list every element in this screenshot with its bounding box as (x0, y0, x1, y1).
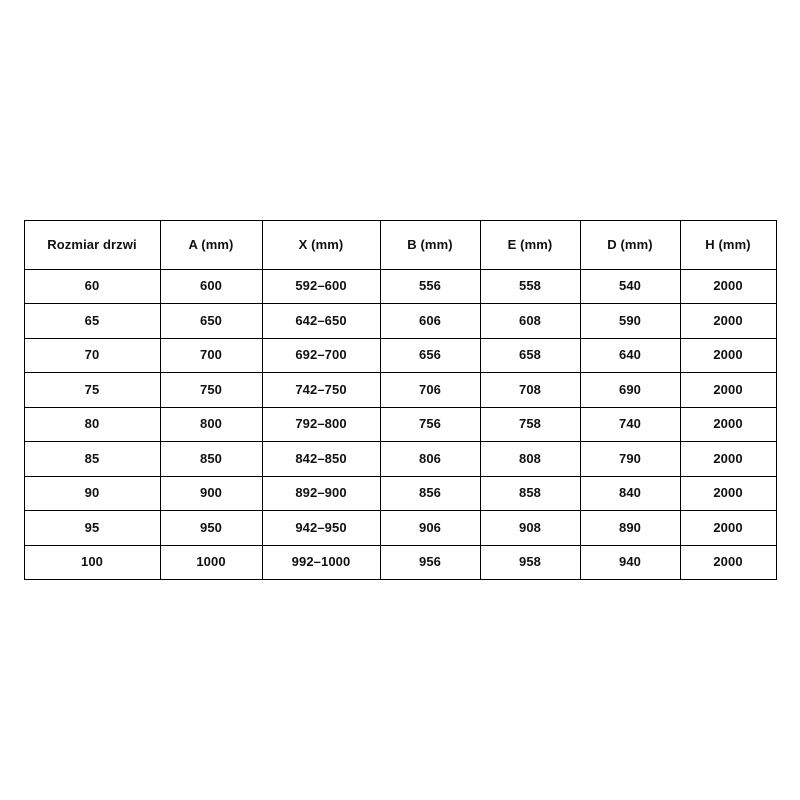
cell-e: 858 (480, 476, 580, 511)
column-header-h: H (mm) (680, 220, 776, 269)
cell-b: 606 (380, 304, 480, 339)
table-header-row (24, 220, 776, 269)
cell-size: 90 (24, 476, 160, 511)
table-header (24, 220, 776, 269)
cell-d: 590 (580, 304, 680, 339)
cell-b: 856 (380, 476, 480, 511)
cell-d: 840 (580, 476, 680, 511)
cell-a: 700 (160, 338, 262, 373)
cell-d: 690 (580, 373, 680, 408)
cell-x: 942–950 (262, 511, 380, 546)
cell-h: 2000 (680, 407, 776, 442)
cell-a: 800 (160, 407, 262, 442)
table-row (24, 545, 776, 580)
cell-e: 658 (480, 338, 580, 373)
table-row (24, 269, 776, 304)
cell-size: 80 (24, 407, 160, 442)
cell-h: 2000 (680, 511, 776, 546)
cell-d: 640 (580, 338, 680, 373)
cell-e: 908 (480, 511, 580, 546)
column-header-x: X (mm) (262, 220, 380, 269)
cell-size: 85 (24, 442, 160, 477)
column-header-b: B (mm) (380, 220, 480, 269)
table-row (24, 511, 776, 546)
table-row (24, 442, 776, 477)
cell-a: 900 (160, 476, 262, 511)
cell-x: 592–600 (262, 269, 380, 304)
table-row (24, 476, 776, 511)
cell-size: 100 (24, 545, 160, 580)
cell-b: 956 (380, 545, 480, 580)
cell-a: 650 (160, 304, 262, 339)
cell-b: 906 (380, 511, 480, 546)
cell-h: 2000 (680, 373, 776, 408)
cell-d: 890 (580, 511, 680, 546)
cell-size: 75 (24, 373, 160, 408)
cell-a: 750 (160, 373, 262, 408)
cell-e: 558 (480, 269, 580, 304)
table-row (24, 338, 776, 373)
cell-e: 708 (480, 373, 580, 408)
cell-h: 2000 (680, 442, 776, 477)
cell-h: 2000 (680, 304, 776, 339)
column-header-d: D (mm) (580, 220, 680, 269)
table-row (24, 407, 776, 442)
cell-x: 742–750 (262, 373, 380, 408)
cell-x: 642–650 (262, 304, 380, 339)
cell-d: 540 (580, 269, 680, 304)
cell-d: 790 (580, 442, 680, 477)
cell-b: 556 (380, 269, 480, 304)
cell-b: 656 (380, 338, 480, 373)
cell-size: 60 (24, 269, 160, 304)
cell-b: 806 (380, 442, 480, 477)
cell-b: 756 (380, 407, 480, 442)
cell-d: 740 (580, 407, 680, 442)
column-header-a: A (mm) (160, 220, 262, 269)
cell-h: 2000 (680, 476, 776, 511)
cell-e: 608 (480, 304, 580, 339)
cell-x: 842–850 (262, 442, 380, 477)
cell-h: 2000 (680, 338, 776, 373)
cell-size: 95 (24, 511, 160, 546)
door-size-specification-table (24, 220, 777, 581)
column-header-rozmiar-drzwi: Rozmiar drzwi (24, 220, 160, 269)
cell-a: 950 (160, 511, 262, 546)
cell-x: 992–1000 (262, 545, 380, 580)
cell-size: 65 (24, 304, 160, 339)
cell-e: 758 (480, 407, 580, 442)
cell-size: 70 (24, 338, 160, 373)
table-body (24, 269, 776, 580)
column-header-e: E (mm) (480, 220, 580, 269)
cell-x: 692–700 (262, 338, 380, 373)
cell-a: 1000 (160, 545, 262, 580)
cell-x: 792–800 (262, 407, 380, 442)
table-row (24, 304, 776, 339)
cell-a: 850 (160, 442, 262, 477)
cell-b: 706 (380, 373, 480, 408)
cell-d: 940 (580, 545, 680, 580)
cell-e: 958 (480, 545, 580, 580)
cell-x: 892–900 (262, 476, 380, 511)
cell-h: 2000 (680, 269, 776, 304)
cell-h: 2000 (680, 545, 776, 580)
cell-e: 808 (480, 442, 580, 477)
table-row (24, 373, 776, 408)
cell-a: 600 (160, 269, 262, 304)
